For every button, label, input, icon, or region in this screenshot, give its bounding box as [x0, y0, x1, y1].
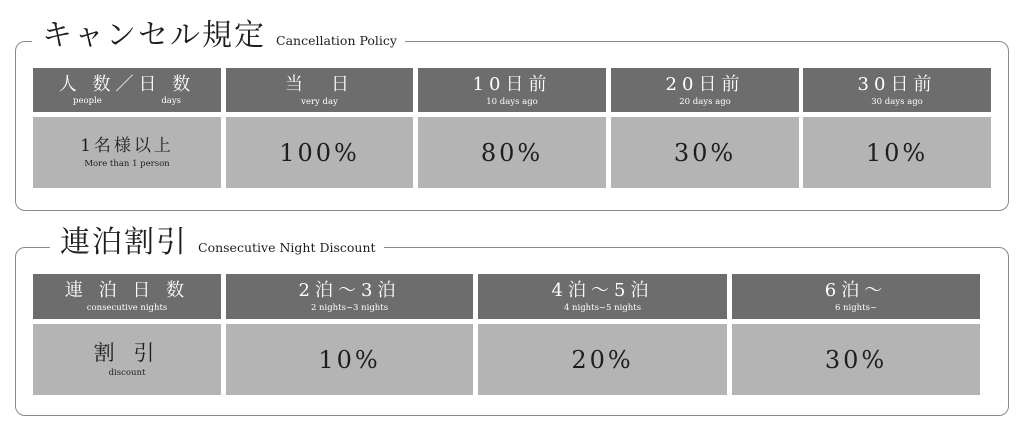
header-30-days-en: 30 days ago: [871, 96, 923, 107]
header-2-3-nights-en: 2 nights~3 nights: [310, 303, 389, 313]
header-20-days-en: 20 days ago: [679, 96, 731, 107]
row-label-discount-jp: 割 引: [93, 341, 161, 365]
row-label-discount-en: discount: [108, 368, 146, 378]
header-6-nights: [732, 274, 980, 319]
discount-value-6-nights: [732, 324, 980, 395]
discount-value-4-5-nights: [478, 324, 727, 395]
value-very-day: [226, 117, 413, 188]
header-2-3-nights-jp: 2泊〜3泊: [298, 280, 401, 301]
header-10-days: [418, 68, 606, 112]
cancellation-policy-title: [32, 16, 405, 56]
value-20-days-text: 30%: [673, 138, 737, 167]
discount-title-jp: 連泊割引: [60, 225, 188, 260]
header-6-nights-jp: 6泊〜: [824, 280, 888, 301]
header-10-days-en: 10 days ago: [486, 96, 538, 107]
header-30-days-jp: 30日前: [857, 73, 937, 95]
value-10-days: [418, 117, 606, 188]
header-4-5-nights-jp: 4泊〜5泊: [551, 280, 654, 301]
header-very-day-jp: 当 日: [285, 73, 354, 95]
header-days-en: days: [161, 96, 181, 106]
header-2-3-nights: [226, 274, 473, 319]
cancellation-title-en: Cancellation Policy: [276, 33, 397, 48]
header-people-days: [33, 68, 221, 112]
header-very-day: [226, 68, 413, 112]
header-20-days: [611, 68, 799, 112]
value-30-days: [803, 117, 991, 188]
header-6-nights-en: 6 nights~: [834, 303, 878, 313]
discount-value-6-nights-text: 30%: [824, 345, 888, 374]
row-label-one-or-more-jp: 1名様以上: [80, 136, 174, 156]
row-label-one-or-more-en: More than 1 person: [84, 159, 170, 169]
discount-value-4-5-nights-text: 20%: [571, 345, 634, 374]
row-label-discount: [33, 324, 221, 395]
cancellation-title-jp: キャンセル規定: [42, 18, 266, 53]
discount-title-en: Consecutive Night Discount: [198, 240, 376, 255]
header-4-5-nights: [478, 274, 727, 319]
value-30-days-text: 10%: [865, 138, 929, 167]
header-people-days-en: [73, 96, 181, 106]
discount-value-2-3-nights-text: 10%: [318, 345, 381, 374]
value-10-days-text: 80%: [480, 138, 544, 167]
header-consecutive-nights-en: consecutive nights: [86, 303, 168, 313]
header-people-days-jp: 人 数／日 数: [58, 74, 196, 95]
header-people-en: people: [73, 96, 102, 106]
header-20-days-jp: 20日前: [665, 73, 745, 95]
header-4-5-nights-en: 4 nights~5 nights: [563, 303, 642, 313]
header-30-days: [803, 68, 991, 112]
consecutive-discount-title: [50, 223, 384, 263]
header-very-day-en: very day: [301, 96, 338, 107]
discount-value-2-3-nights: [226, 324, 473, 395]
header-consecutive-nights: [33, 274, 221, 319]
header-consecutive-nights-jp: 連 泊 日 数: [64, 280, 190, 301]
row-label-one-or-more: [33, 117, 221, 188]
value-20-days: [611, 117, 799, 188]
header-10-days-jp: 10日前: [472, 73, 552, 95]
value-very-day-text: 100%: [279, 138, 360, 167]
